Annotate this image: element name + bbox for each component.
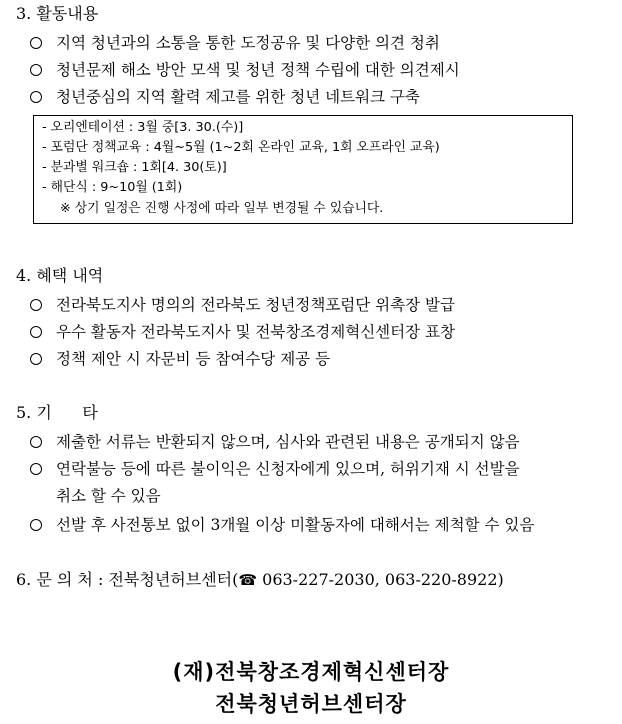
section5-bullet: 선발 후 사전통보 없이 3개월 이상 미활동자에 대해서는 제척할 수 있음 (30, 515, 534, 535)
circle-bullet-icon (30, 326, 42, 338)
schedule-note: ※ 상기 일정은 진행 사정에 따라 일부 변경될 수 있습니다. (60, 201, 384, 216)
section3-bullet: 청년문제 해소 방안 모색 및 청년 정책 수립에 대한 의견제시 (30, 60, 460, 80)
section4-bullet: 우수 활동자 전라북도지사 및 전북창조경제혁신센터장 표창 (30, 322, 455, 342)
schedule-box (33, 115, 573, 224)
circle-bullet-icon (30, 64, 42, 76)
contact-label: 6. 문 의 처 : 전북청년허브센터( (16, 570, 239, 589)
schedule-item: - 포럼단 정책교육 : 4월∼5월 (1~2회 온라인 교육, 1회 오프라인 교육) (42, 140, 440, 155)
section5-bullet: 연락불능 등에 따른 불이익은 신청자에게 있으며, 허위기재 시 선발을 (30, 459, 520, 479)
contact-line (16, 570, 504, 590)
schedule-item: - 분과별 워크숍 : 1회[4. 30(토)] (42, 160, 227, 175)
section5-bullet-continuation: 취소 할 수 있음 (56, 487, 161, 505)
circle-bullet-icon (30, 353, 42, 365)
circle-bullet-icon (30, 436, 42, 448)
circle-bullet-icon (30, 299, 42, 311)
schedule-item: - 오리엔테이션 : 3월 중[3. 30.(수)] (42, 120, 244, 135)
circle-bullet-icon (30, 519, 42, 531)
section4-bullet: 전라북도지사 명의의 전라북도 청년정책포럼단 위촉장 발급 (30, 295, 455, 315)
circle-bullet-icon (30, 37, 42, 49)
phone-icon: ☎ (238, 571, 258, 589)
footer-org-1: (재)전북창조경제혁신센터장 (172, 660, 450, 684)
section4-heading: 4. 혜택 내역 (16, 266, 104, 285)
schedule-item: - 해단식 : 9~10월 (1회) (42, 180, 183, 195)
section3-bullet: 청년중심의 지역 활력 제고를 위한 청년 네트워크 구축 (30, 87, 420, 107)
section4-bullet: 정책 제안 시 자문비 등 참여수당 제공 등 (30, 349, 330, 369)
contact-numbers: 063-227-2030, 063-220-8922) (257, 570, 504, 589)
section5-bullet: 제출한 서류는 반환되지 않으며, 심사와 관련된 내용은 공개되지 않음 (30, 432, 520, 452)
circle-bullet-icon (30, 463, 42, 475)
section5-heading: 5. 기 타 (16, 403, 98, 422)
section3-bullet: 지역 청년과의 소통을 통한 도정공유 및 다양한 의견 청취 (30, 33, 440, 53)
section3-heading: 3. 활동내용 (16, 4, 99, 23)
circle-bullet-icon (30, 91, 42, 103)
footer-org-2: 전북청년허브센터장 (215, 692, 407, 716)
